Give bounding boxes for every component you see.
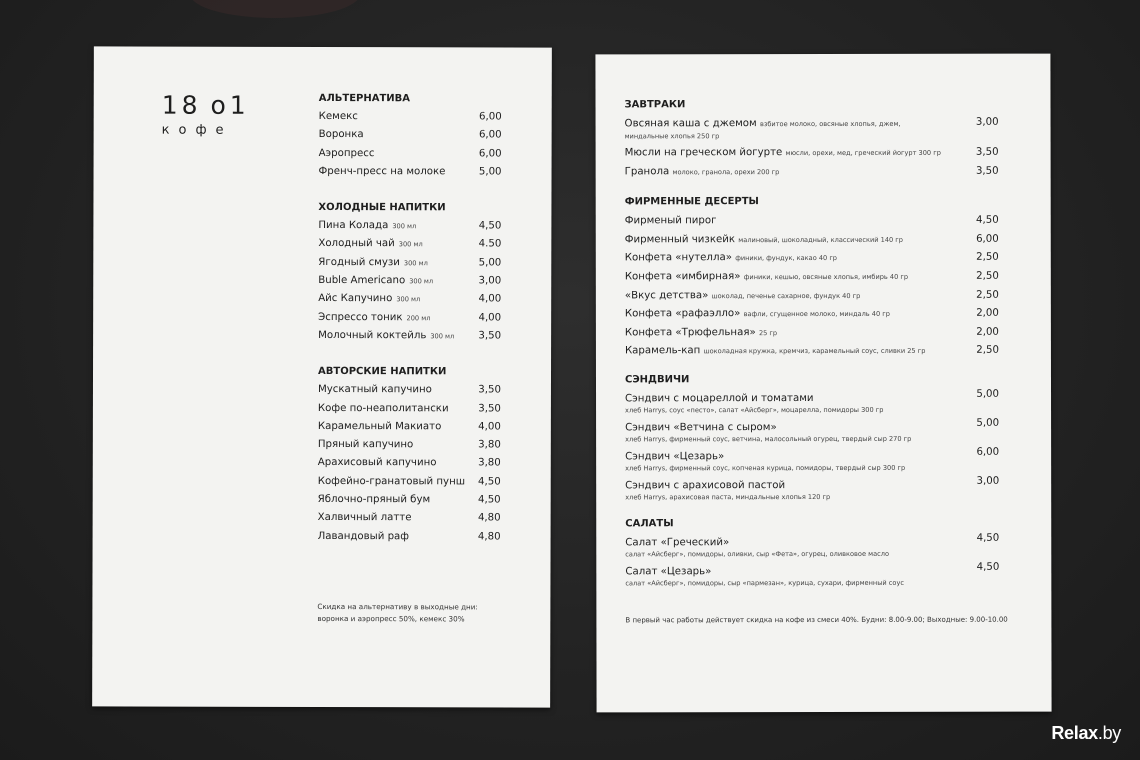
logo-word: кофе	[161, 122, 233, 138]
item-name: Кофе по-неаполитански	[317, 402, 449, 414]
alternative-discount-note	[317, 601, 517, 626]
item-name: Айс Капучино	[318, 293, 393, 305]
item-name: Сэндвич с арахисовой пастой	[625, 480, 786, 492]
item-name: Кемекс	[318, 110, 358, 123]
menu-item	[625, 418, 999, 448]
item-name: Конфета «Трюфельная»	[624, 326, 756, 339]
menu-item	[318, 309, 501, 328]
section-gap	[625, 505, 999, 516]
item-price: 4,50	[477, 494, 501, 506]
item-line	[625, 117, 999, 132]
item-desc: мюсли, орехи, мед, греческий йогурт 300 гр	[785, 148, 941, 158]
food-list	[624, 96, 999, 592]
menu-item	[625, 476, 999, 506]
item-price: 4,00	[478, 312, 502, 324]
item-name: Халвичный латте	[317, 512, 412, 524]
item-price: 3,80	[478, 457, 501, 469]
item-size: 300 мл	[396, 295, 421, 304]
item-desc: вафли, сгущенное молоко, миндаль 40 гр	[743, 310, 890, 319]
menu-item	[318, 491, 501, 510]
item-name: Лавандовый раф	[317, 530, 410, 542]
item-name: Арахисовый капучино	[317, 457, 437, 469]
item-price: 4.50	[478, 238, 502, 250]
section-title: ЗАВТРАКИ	[624, 99, 686, 111]
menu-item	[318, 254, 501, 273]
menu-item	[625, 286, 999, 305]
item-desc: хлеб Harrys, арахисовая паста, миндальные хлопья 120 гр	[625, 492, 831, 502]
item-desc: хлеб Harrys, фирменный соус, ветчина, малосольный огурец, твердый сыр 270 гр	[625, 434, 912, 444]
item-price: 2,50	[976, 289, 999, 301]
menu-item	[318, 418, 501, 437]
item-name: Молочный коктейль	[318, 329, 427, 342]
menu-item	[625, 305, 999, 324]
section-gap	[625, 181, 999, 194]
item-desc: шоколад, печенье сахарное, фундук 40 гр	[711, 291, 861, 300]
note-line: Скидка на альтернативу в выходные дни:	[317, 601, 478, 612]
section-title: АВТОРСКИЕ НАПИТКИ	[317, 366, 447, 378]
item-price: 5,00	[976, 417, 1000, 429]
item-name: Френч-пресс на молоке	[318, 165, 446, 178]
item-desc: финики, кешью, овсяные хлопья, имбирь 40 гр	[743, 272, 909, 282]
menu-item	[318, 290, 501, 309]
section-title: ФИРМЕННЫЕ ДЕСЕРТЫ	[624, 196, 759, 208]
section-gap	[625, 361, 999, 372]
item-price: 4,50	[976, 214, 999, 226]
menu-sheet-food	[595, 54, 1051, 713]
menu-item	[625, 162, 999, 181]
item-name: Сэндвич «Цезарь»	[625, 451, 725, 463]
item-price: 2,50	[976, 270, 999, 282]
item-price: 5,00	[478, 166, 502, 178]
item-name: Аэропресс	[318, 147, 375, 159]
item-name: Сэндвич «Ветчина с сыром»	[625, 422, 777, 434]
item-name: Карамель-кап	[624, 345, 701, 357]
item-size: 300 мл	[430, 332, 455, 341]
menu-item	[625, 117, 999, 145]
item-name: Фирменный чизкейк	[624, 233, 736, 246]
menu-item	[318, 400, 501, 419]
item-price: 2,50	[976, 345, 999, 357]
section-gap	[318, 345, 501, 363]
menu-item	[319, 145, 502, 164]
item-price: 6,00	[976, 446, 1000, 458]
section-title: АЛЬТЕРНАТИВА	[318, 92, 411, 105]
item-name: Конфета «рафаэлло»	[624, 308, 741, 320]
item-price: 4,80	[477, 512, 501, 524]
menu-item	[625, 144, 999, 163]
menu-item	[318, 217, 501, 236]
section-title: ХОЛОДНЫЕ НАПИТКИ	[318, 202, 446, 214]
item-price: 3,50	[975, 146, 999, 158]
item-name: Buble Americano	[318, 275, 406, 287]
item-size: 200 мл	[406, 313, 431, 322]
menu-item	[318, 436, 501, 455]
watermark-domain: .by	[1097, 723, 1121, 743]
section-gap	[318, 181, 501, 199]
menu-item	[318, 473, 501, 492]
item-price: 2,50	[976, 252, 999, 264]
item-size: 300 мл	[392, 222, 417, 231]
menu-item	[318, 381, 501, 400]
item-price: 4,50	[478, 220, 502, 232]
item-name: Яблочно-пряный бум	[317, 494, 431, 506]
menu-item	[625, 533, 999, 563]
menu-sheet-drinks	[92, 46, 552, 707]
cafe-logo	[161, 90, 262, 138]
menu-item	[318, 272, 501, 291]
item-price: 6,00	[478, 111, 502, 123]
drinks-list	[318, 90, 502, 546]
relax-watermark	[1051, 723, 1121, 744]
menu-item	[319, 108, 502, 127]
coffee-discount-note: В первый час работы действует скидка на кофе из смеси 40%. Будни: 8.00-9.00; Выходные: 9.00-10.00	[625, 615, 1008, 625]
item-desc: взбитое молоко, овсяные хлопья, джем,	[759, 119, 901, 129]
item-name: Кофейно-гранатовый пунш	[317, 475, 466, 488]
item-size: 300 мл	[403, 258, 428, 268]
item-name: Фирменый пирог	[624, 215, 717, 227]
item-price: 4,50	[976, 561, 1000, 573]
menu-item	[319, 126, 502, 145]
item-name: Карамельный Макиато	[317, 420, 442, 433]
item-name: Салат «Цезарь»	[625, 566, 712, 578]
item-price: 3,50	[975, 165, 999, 177]
item-name: Сэндвич с моцареллой и томатами	[625, 392, 814, 405]
item-price: 4,50	[976, 532, 1000, 544]
menu-item	[318, 454, 501, 473]
menu-item	[625, 562, 999, 592]
item-desc: салат «Айсберг», помидоры, оливки, сыр «Фета», огурец, оливковое масло	[625, 549, 889, 559]
item-desc: шоколадная кружка, кремчиз, карамельный соус, сливки 25 гр	[703, 347, 926, 356]
menu-item	[625, 230, 999, 249]
menu-item	[319, 163, 502, 182]
item-name: Салат «Греческий»	[625, 537, 730, 549]
logo-number: 18 o1	[161, 90, 250, 120]
item-price: 3,50	[478, 384, 501, 396]
item-price: 4,80	[477, 531, 501, 543]
item-name: Холодный чай	[318, 238, 395, 250]
item-name: «Вкус детства»	[624, 289, 709, 301]
section-title: САЛАТЫ	[625, 518, 674, 530]
item-desc: малиновый, шоколадный, классический 140 гр	[738, 235, 903, 244]
item-name: Конфета «имбирная»	[624, 271, 741, 283]
item-price: 6,00	[478, 148, 502, 160]
item-price: 4,00	[478, 293, 502, 305]
item-price: 2,00	[976, 326, 999, 338]
menu-item	[318, 327, 501, 346]
item-price: 4,50	[478, 476, 501, 488]
section-title: СЭНДВИЧИ	[624, 374, 690, 386]
item-desc: хлеб Harrys, соус «песто», салат «Айсберг», моцарелла, помидоры 300 гр	[625, 405, 884, 415]
menu-item	[318, 528, 501, 547]
menu-item	[318, 509, 501, 528]
item-price: 6,00	[478, 129, 502, 141]
item-price: 3,00	[975, 116, 999, 128]
item-name: Ягодный смузи	[318, 256, 400, 268]
menu-item	[625, 212, 999, 231]
item-desc: финики, фундук, какао 40 гр	[735, 254, 837, 263]
item-size: 300 мл	[409, 277, 434, 286]
note-line: воронка и аэропресс 50%, кемекс 30%	[317, 613, 465, 624]
menu-item	[625, 249, 999, 268]
item-price: 5,00	[478, 257, 502, 269]
menu-item	[625, 323, 999, 342]
item-name: Пина Колада	[318, 220, 389, 232]
menu-item	[625, 342, 999, 361]
item-desc: молоко, гранола, орехи 200 гр	[672, 167, 780, 176]
item-price: 3,00	[976, 475, 1000, 487]
item-size: 300 мл	[398, 240, 423, 249]
item-price: 6,00	[976, 233, 999, 245]
item-price: 3,50	[478, 330, 502, 342]
item-name: Гранола	[624, 165, 670, 177]
item-name: Пряный капучино	[317, 439, 414, 451]
cup-shadow	[190, 0, 360, 18]
item-price: 3,50	[478, 402, 501, 415]
watermark-brand: Relax	[1051, 723, 1098, 743]
item-price: 3,80	[478, 439, 501, 451]
item-name: Мюсли на греческом йогурте	[624, 147, 783, 159]
item-price: 5,00	[976, 388, 1000, 400]
menu-item	[318, 235, 501, 254]
item-desc: миндальные хлопья 250 гр	[624, 132, 720, 141]
menu-item	[625, 447, 999, 477]
item-price: 3,00	[478, 275, 502, 287]
item-name: Воронка	[318, 129, 364, 141]
item-name: Овсяная каша с джемом	[624, 118, 757, 130]
item-name: Мускатный капучино	[317, 384, 432, 396]
item-desc: 25 гр	[758, 328, 778, 337]
menu-item	[625, 389, 999, 419]
menu-item	[625, 268, 999, 287]
item-name: Конфета «нутелла»	[624, 252, 732, 264]
item-price: 2,00	[976, 307, 999, 319]
item-name: Эспрессо тоник	[318, 311, 403, 323]
item-desc: салат «Айсберг», помидоры, сыр «пармезан», курица, сухари, фирменный соус	[625, 578, 904, 588]
item-desc: хлеб Harrys, фирменный соус, копченая курица, помидоры, твердый сыр 300 гр	[625, 463, 906, 473]
item-price: 4,00	[478, 421, 501, 433]
